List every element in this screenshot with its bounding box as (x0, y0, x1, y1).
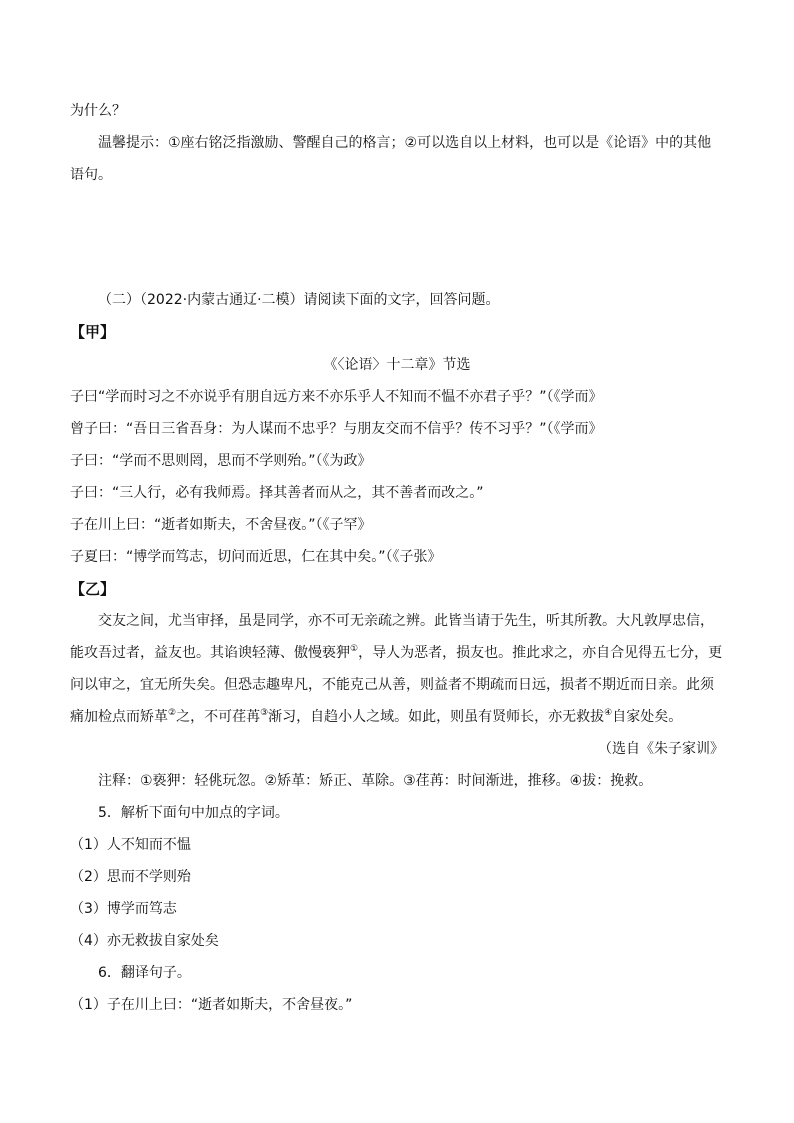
tip-line: 温馨提示：①座右铭泛指激励、警醒自己的格言；②可以选自以上材料，也可以是《论语》中的其他 (98, 135, 712, 151)
question-item: （1）人不知而不愠 (70, 837, 191, 853)
question-5: 5．解析下面句中加点的字词。 (98, 805, 289, 821)
jia-line: 子夏曰：“博学而笃志，切问而近思，仁在其中矣。”（《子张》 (70, 549, 442, 565)
source-citation: （选自《朱子家训》 (598, 741, 724, 757)
jia-line: 曾子曰：“吾日三省吾身：为人谋而不忠乎？与朋友交而不信乎？传不习乎？”（《学而》 (70, 421, 603, 437)
jia-title: 《〈论语〉十二章》节选 (323, 357, 471, 373)
yi-text: ，导人为恶者，损友也。推此求之，亦自合见得五七分，更 (358, 645, 723, 661)
tip-line: 语句。 (70, 167, 112, 183)
footnote-mark: ② (168, 708, 177, 718)
question-item: （4）亦无救拔自家处矣 (70, 933, 219, 949)
footnote-mark: ④ (604, 708, 613, 718)
jia-line: 子曰：“三人行，必有我师焉。择其善者而从之，其不善者而改之。” (70, 485, 484, 501)
yi-text: 自家处矣。 (612, 709, 683, 725)
yi-label: 【乙】 (70, 580, 116, 598)
text-line: 为什么？ (70, 103, 126, 119)
question-6: 6．翻译句子。 (98, 965, 191, 981)
yi-paragraph-line (70, 643, 722, 663)
jia-line: 子曰：“学而不思则罔，思而不学则殆。”（《为政》 (70, 453, 372, 469)
footnote-mark: ③ (260, 708, 269, 718)
footnote-mark: ① (350, 644, 359, 654)
yi-text: 能攻吾过者，益友也。其谄谀轻薄、傲慢亵狎 (70, 645, 350, 661)
question-item: （3）博学而笃志 (70, 901, 177, 917)
question-item: （1）子在川上曰：“逝者如斯夫，不舍昼夜。” (70, 997, 353, 1013)
yi-text: 渐习，自趋小人之域。如此，则虽有贤师长，亦无救拔 (268, 709, 605, 725)
yi-paragraph-line: 问以审之，宜无所失矣。但恐志趣卑凡，不能克己从善，则益者不期疏而日远，损者不期近而日亲。此须 (70, 677, 714, 693)
yi-text: 之，不可荏苒 (176, 709, 261, 725)
section-heading: （二）（2022·内蒙古通辽·二模）请阅读下面的文字，回答问题。 (98, 292, 500, 308)
yi-text: 痛加检点而矫革 (70, 709, 168, 725)
jia-label: 【甲】 (70, 323, 116, 341)
jia-line: 子在川上曰：“逝者如斯夫，不舍昼夜。”（《子罕》 (70, 517, 372, 533)
jia-line: 子曰“学而时习之不亦说乎有朋自远方来不亦乐乎人不知而不愠不亦君子乎？”（《学而》 (70, 389, 603, 405)
yi-paragraph-line (70, 707, 682, 727)
yi-paragraph-line: 交友之间，尤当审择，虽是同学，亦不可无亲疏之辨。此皆当请于先生，听其所教。大凡敦厚忠信， (98, 613, 714, 629)
notes: 注释：①亵狎：轻佻玩忽。②矫革：矫正、革除。③荏苒：时间渐进，推移。④拔：挽救。 (98, 773, 653, 789)
question-item: （2）思而不学则殆 (70, 869, 191, 885)
